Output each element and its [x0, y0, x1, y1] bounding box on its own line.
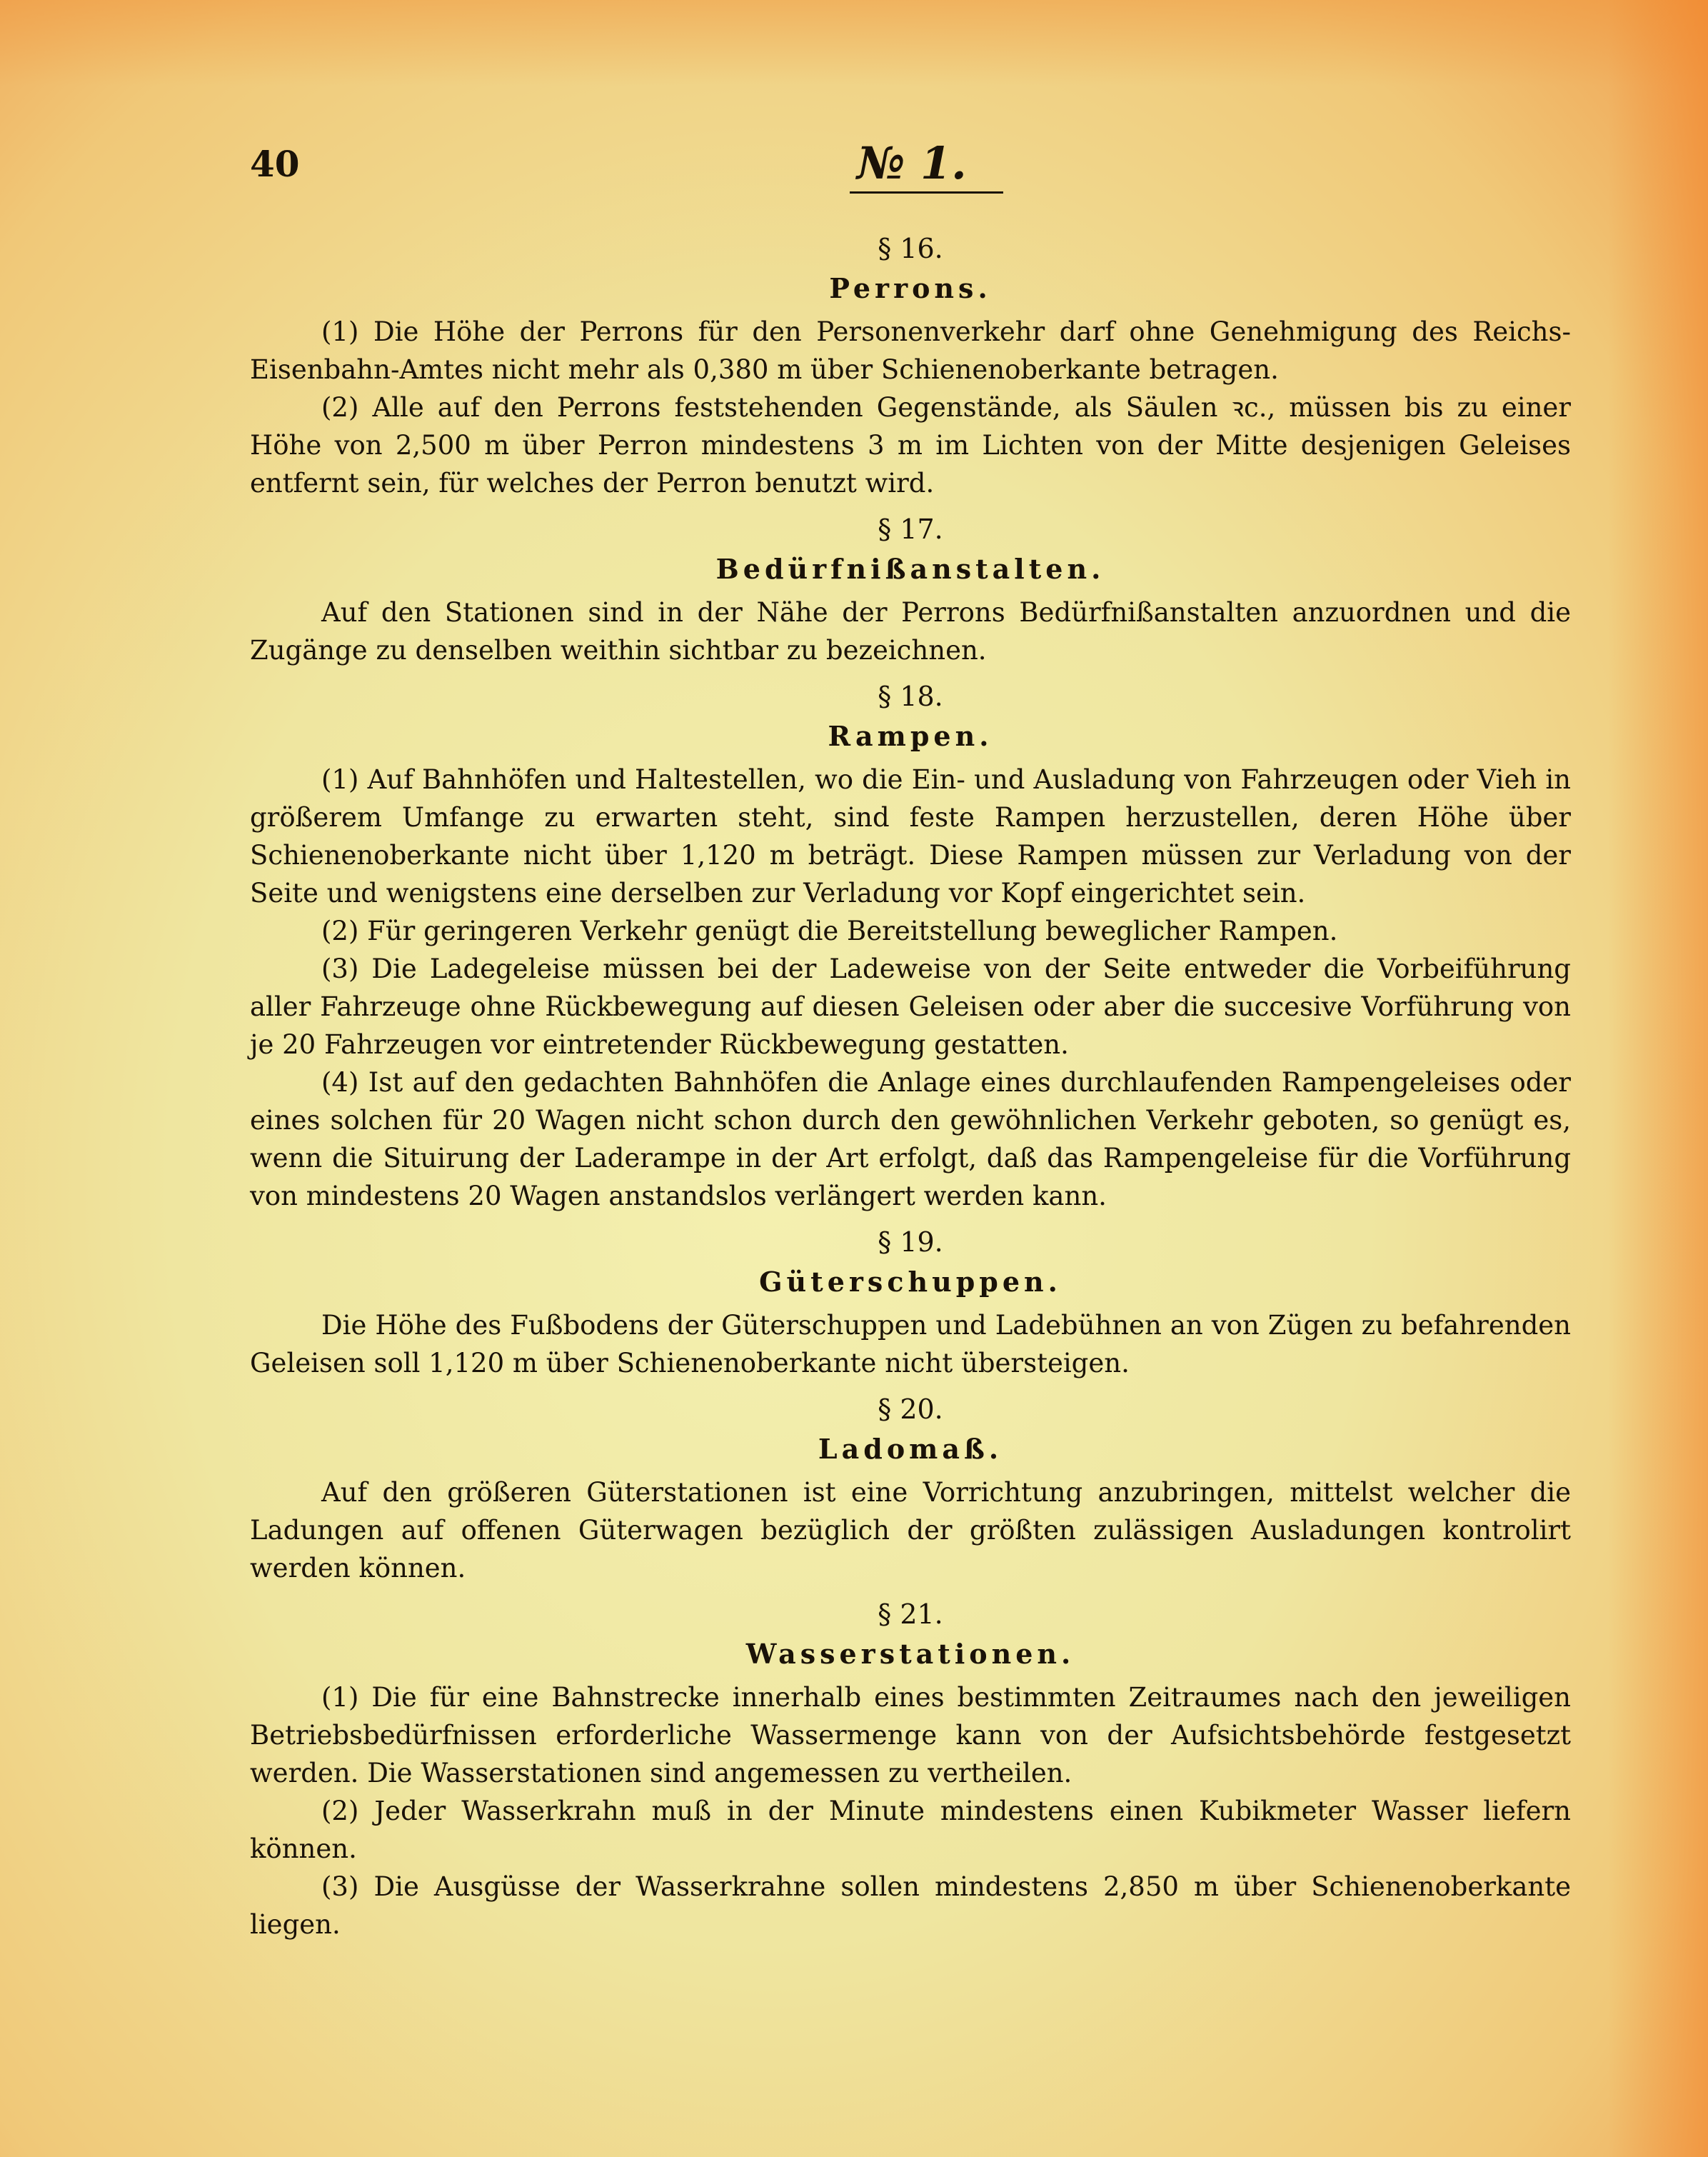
- section-16: [250, 229, 1571, 502]
- page-header: [0, 137, 1708, 200]
- paragraph: (3) Die Ladegeleise müssen bei der Ladeweise von der Seite entweder die Vorbeiführung aller Fahrzeuge ohne Rückbewegung auf diesen Geleisen oder aber die succesive Vorführung von je 20 Fahrzeugen vor eintretender Rückbewegung gestatten.: [250, 954, 1571, 1060]
- paragraph: Auf den größeren Güterstationen ist eine Vorrichtung anzubringen, mittelst welcher die Ladungen auf offenen Güterwagen bezüglich der größten zulässigen Ausladungen kontrolirt werden können.: [250, 1477, 1571, 1583]
- section-number: § 18.: [878, 681, 943, 712]
- paragraph: (3) Die Ausgüsse der Wasserkrahne sollen mindestens 2,850 m über Schienenoberkante liegen.: [250, 1871, 1571, 1940]
- section-17: [250, 509, 1571, 669]
- section-number: § 16.: [878, 233, 943, 264]
- section-title: Güterschuppen.: [759, 1266, 1062, 1298]
- paragraph: (1) Die für eine Bahnstrecke innerhalb eines bestimmten Zeitraumes nach den jeweiligen Betriebsbedürfnissen erforderliche Wassermenge kann von der Aufsichtsbehörde festgesetzt werden. Die Wasserstationen sind angemessen zu vertheilen.: [250, 1682, 1571, 1788]
- section-number: § 17.: [878, 514, 943, 545]
- section-title: Bedürfnißanstalten.: [715, 553, 1105, 585]
- paragraph: (1) Auf Bahnhöfen und Haltestellen, wo die Ein- und Ausladung von Fahrzeugen oder Vieh in größerem Umfange zu erwarten steht, sind feste Rampen herzustellen, deren Höhe über Schienenoberkante nicht über 1,120 m beträgt. Diese Rampen müssen zur Verladung von der Seite und wenigstens eine derselben zur Verladung vor Kopf eingerichtet sein.: [250, 764, 1571, 909]
- paper-stain-top: [0, 0, 1708, 86]
- section-title: Ladomaß.: [818, 1433, 1003, 1465]
- section-18: [250, 676, 1571, 1215]
- paragraph: (2) Jeder Wasserkrahn muß in der Minute mindestens einen Kubikmeter Wasser liefern können.: [250, 1796, 1571, 1864]
- paragraph: Die Höhe des Fußbodens der Güterschuppen und Ladebühnen an von Zügen zu befahrenden Geleisen soll 1,120 m über Schienenoberkante nicht übersteigen.: [250, 1310, 1571, 1378]
- section-title: Wasserstationen.: [745, 1638, 1075, 1670]
- section-number: § 19.: [878, 1226, 943, 1258]
- section-number: § 20.: [878, 1393, 943, 1425]
- paragraph: (4) Ist auf den gedachten Bahnhöfen die Anlage eines durchlaufenden Rampengeleises oder eines solchen für 20 Wagen nicht schon durch den gewöhnlichen Verkehr geboten, so genügt es, wenn die Situirung der Laderampe in der Art erfolgt, daß das Rampengeleise für die Vorführung von mindestens 20 Wagen anstandslos verlängert werden kann.: [250, 1067, 1571, 1211]
- issue-number: № 1.: [857, 137, 967, 189]
- header-rule: [850, 191, 1003, 194]
- section-19: [250, 1222, 1571, 1382]
- document-body: [250, 229, 1571, 1943]
- paragraph: (1) Die Höhe der Perrons für den Personenverkehr darf ohne Genehmigung des Reichs-Eisenbahn-Amtes nicht mehr als 0,380 m über Schienenoberkante betragen.: [250, 316, 1571, 385]
- section-title: Perrons.: [829, 272, 992, 304]
- section-number: § 21.: [878, 1598, 943, 1630]
- section-21: [250, 1594, 1571, 1943]
- paper-stain-right: [1608, 0, 1708, 2157]
- paragraph: Auf den Stationen sind in der Nähe der Perrons Bedürfnißanstalten anzuordnen und die Zugänge zu denselben weithin sichtbar zu bezeichnen.: [250, 597, 1571, 666]
- section-20: [250, 1389, 1571, 1587]
- paragraph: (2) Für geringeren Verkehr genügt die Bereitstellung beweglicher Rampen.: [321, 916, 1338, 946]
- section-title: Rampen.: [828, 720, 993, 752]
- page-number: 40: [250, 143, 300, 185]
- paragraph: (2) Alle auf den Perrons feststehenden Gegenstände, als Säulen ꝛc., müssen bis zu einer Höhe von 2,500 m über Perron mindestens 3 m im Lichten von der Mitte desjenigen Geleises entfernt sein, für welches der Perron benutzt wird.: [250, 392, 1571, 499]
